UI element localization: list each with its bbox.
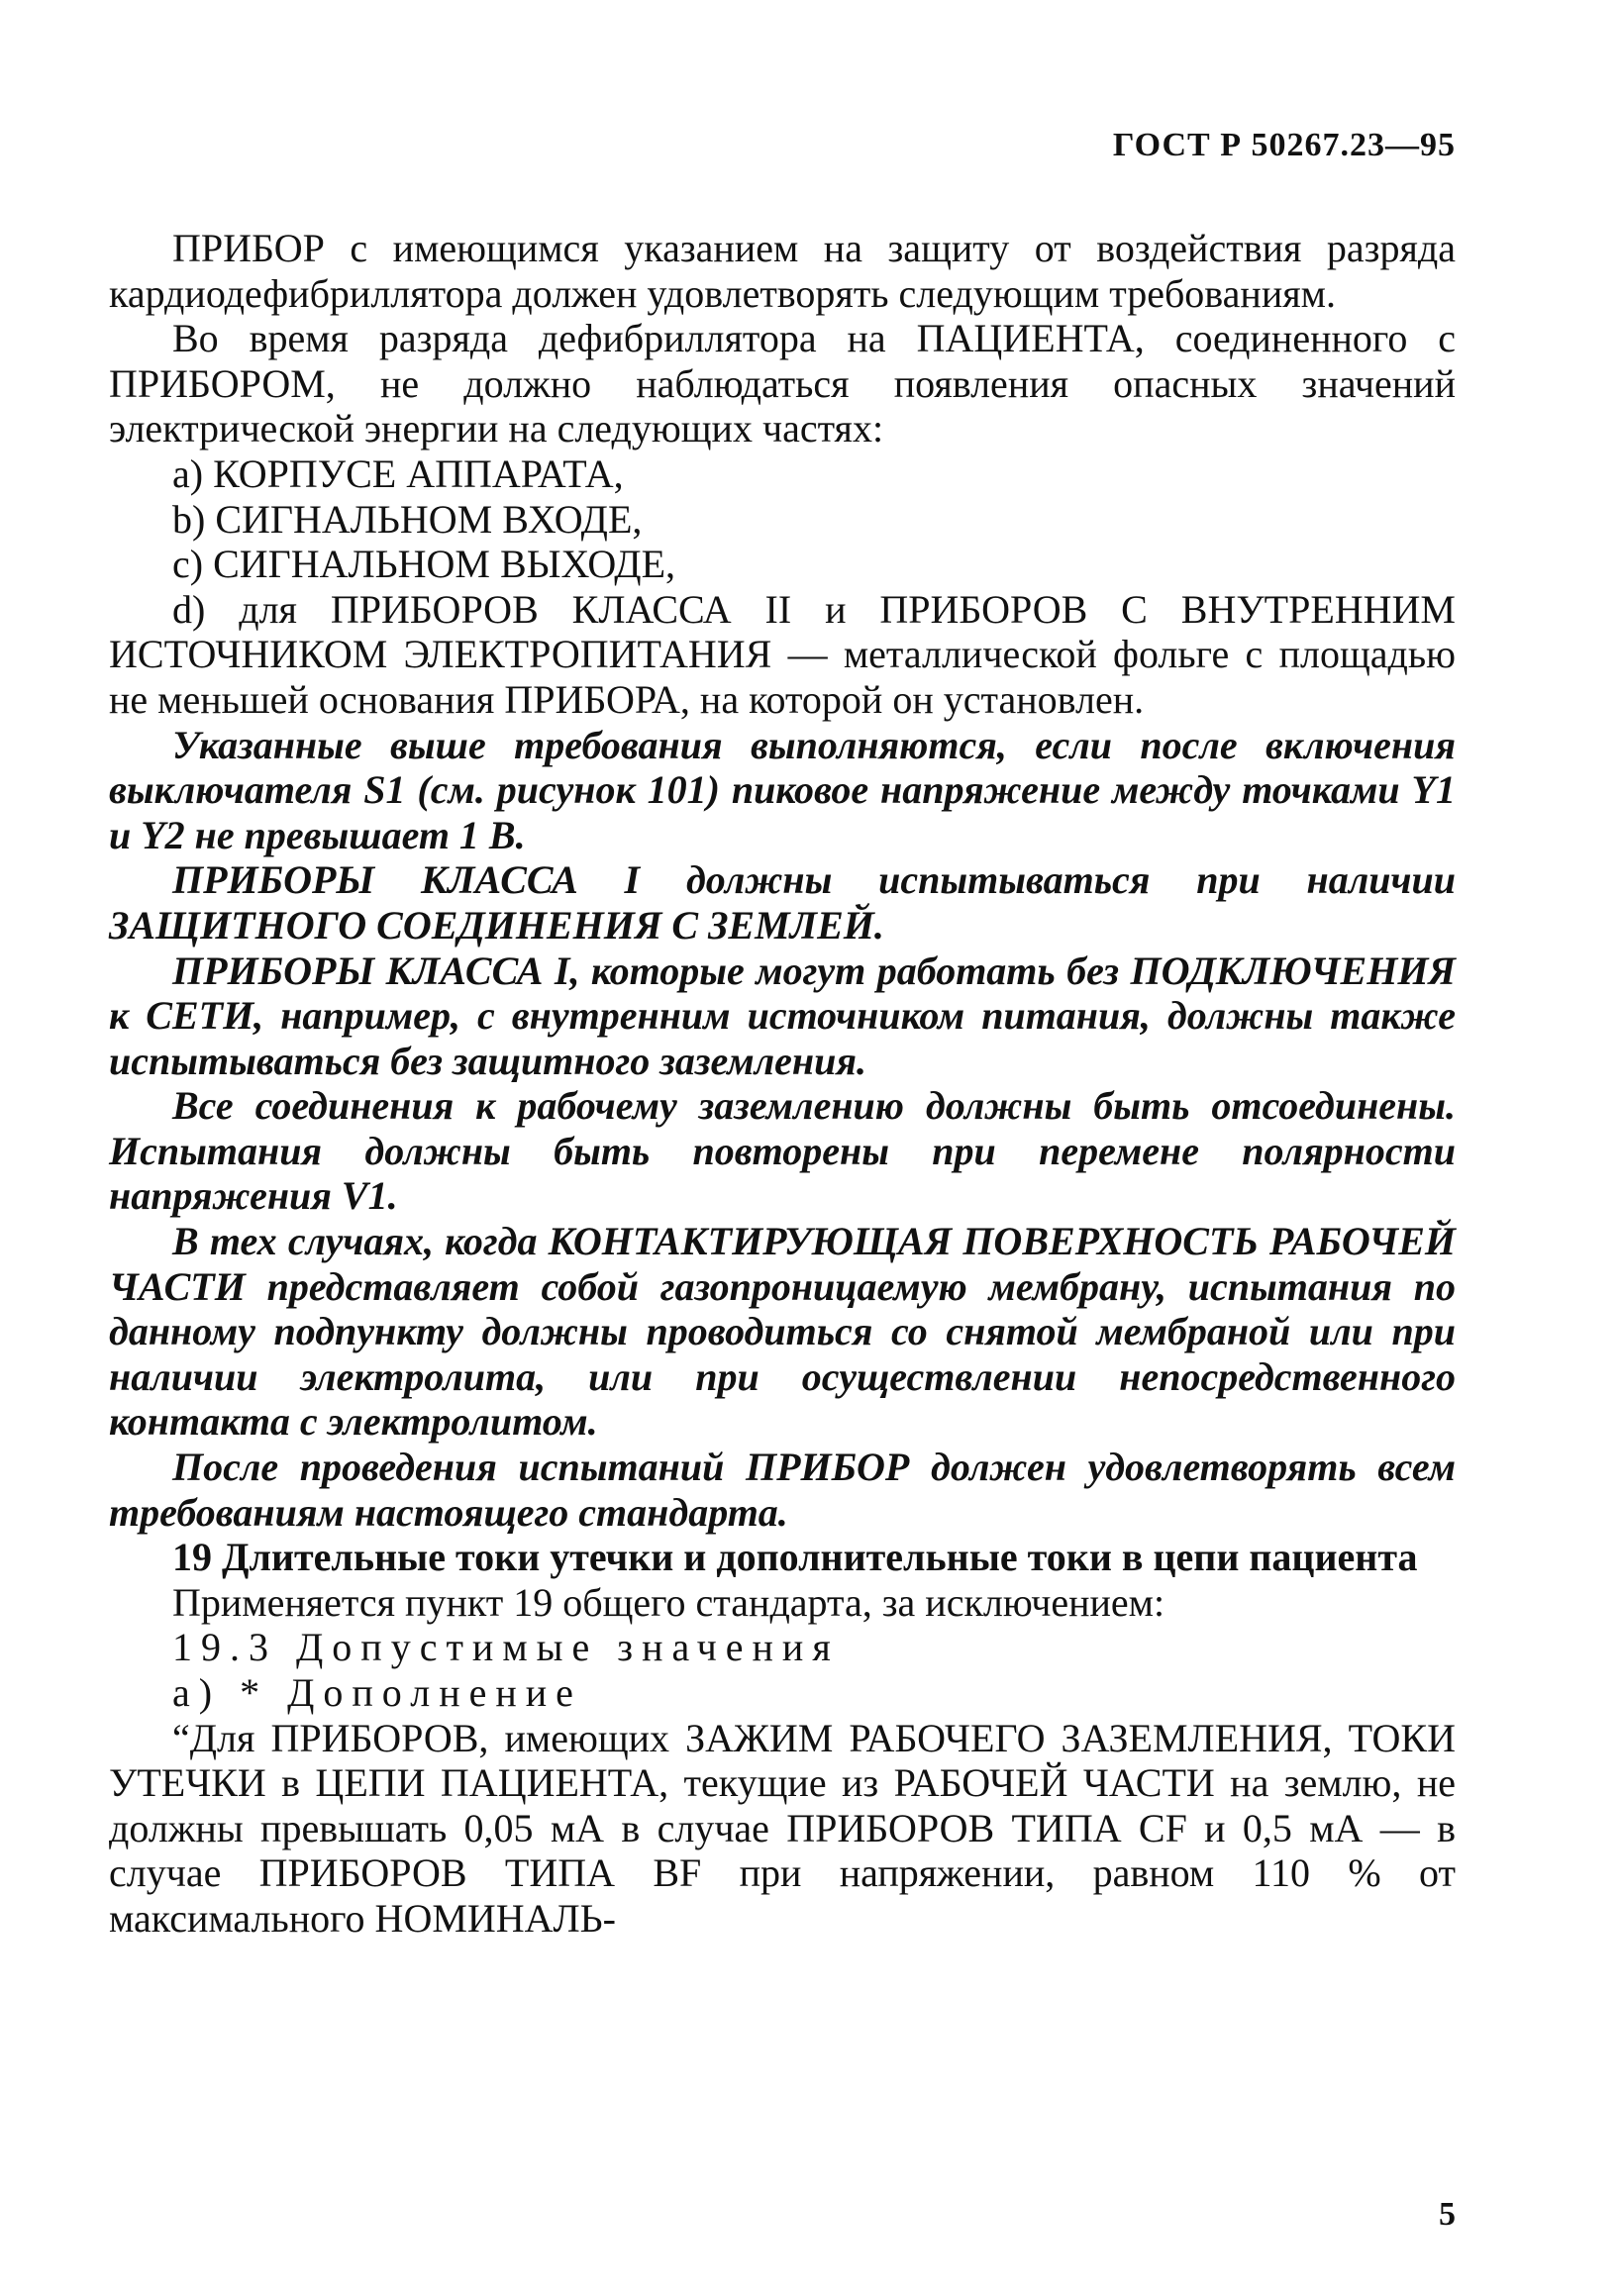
italic-paragraph: Все соединения к рабочему заземлению должны быть отсоединены. Испытания должны быть повторены при перемене полярности напряжения V1. — [109, 1083, 1456, 1219]
document-header: ГОСТ Р 50267.23—95 — [1112, 127, 1456, 163]
italic-paragraph: ПРИБОРЫ КЛАССА I должны испытываться при наличии ЗАЩИТНОГО СОЕДИНЕНИЯ С ЗЕМЛЕЙ. — [109, 857, 1456, 948]
italic-paragraph: В тех случаях, когда КОНТАКТИРУЮЩАЯ ПОВЕРХНОСТЬ РАБОЧЕЙ ЧАСТИ представляет собой газопроницаемую мембрану, испытания по данному подпункту должны проводиться со снятой мембраной или при наличии электролита, или при осуществлении непосредственного контакта с электролитом. — [109, 1219, 1456, 1445]
list-item: d) для ПРИБОРОВ КЛАССА II и ПРИБОРОВ С ВНУТРЕННИМ ИСТОЧНИКОМ ЭЛЕКТРОПИТАНИЯ — металлической фольге с площадью не меньшей основания ПРИБОРА, на которой он установлен. — [109, 586, 1456, 722]
paragraph: “Для ПРИБОРОВ, имеющих ЗАЖИМ РАБОЧЕГО ЗАЗЕМЛЕНИЯ, ТОКИ УТЕЧКИ в ЦЕПИ ПАЦИЕНТА, текущие из РАБОЧЕЙ ЧАСТИ на землю, не должны превышать 0,05 мА в случае ПРИБОРОВ ТИПА CF и 0,5 мА — в случае ПРИБОРОВ ТИПА BF при напряжении, равном 110 % от максимального НОМИНАЛЬ- — [109, 1715, 1456, 1941]
paragraph: ПРИБОР с имеющимся указанием на защиту от воздействия разряда кардиодефибриллятора должен удовлетворять следующим требованиям. — [109, 226, 1456, 316]
italic-paragraph: ПРИБОРЫ КЛАССА I, которые могут работать без ПОДКЛЮЧЕНИЯ к СЕТИ, например, с внутренним источником питания, должны также испытываться без защитного заземления. — [109, 948, 1456, 1083]
paragraph: Во время разряда дефибриллятора на ПАЦИЕНТА, соединенного с ПРИБОРОМ, не должно наблюдаться появления опасных значений электрической энергии на следующих частях: — [109, 316, 1456, 451]
document-body — [109, 226, 1456, 1942]
subsection-heading: 19.3 Допустимые значения — [172, 1625, 840, 1670]
section-heading: 19 Длительные токи утечки и дополнительные токи в цепи пациента — [172, 1535, 1418, 1580]
list-item: c) СИГНАЛЬНОМ ВЫХОДЕ, — [172, 542, 676, 587]
italic-paragraph: Указанные выше требования выполняются, если после включения выключателя S1 (см. рисунок 101) пиковое напряжение между точками Y1 и Y2 не превышает 1 В. — [109, 722, 1456, 857]
list-item: а) КОРПУСЕ АППАРАТА, — [172, 450, 624, 496]
paragraph: Применяется пункт 19 общего стандарта, за исключением: — [172, 1579, 1165, 1625]
page-number: 5 — [1439, 2196, 1456, 2233]
list-item: b) СИГНАЛЬНОМ ВХОДЕ, — [172, 496, 643, 542]
subsection-heading: а) * Дополнение — [172, 1670, 582, 1715]
italic-paragraph: После проведения испытаний ПРИБОР должен удовлетворять всем требованиям настоящего стандарта. — [109, 1445, 1456, 1535]
document-page — [109, 0, 1456, 2296]
